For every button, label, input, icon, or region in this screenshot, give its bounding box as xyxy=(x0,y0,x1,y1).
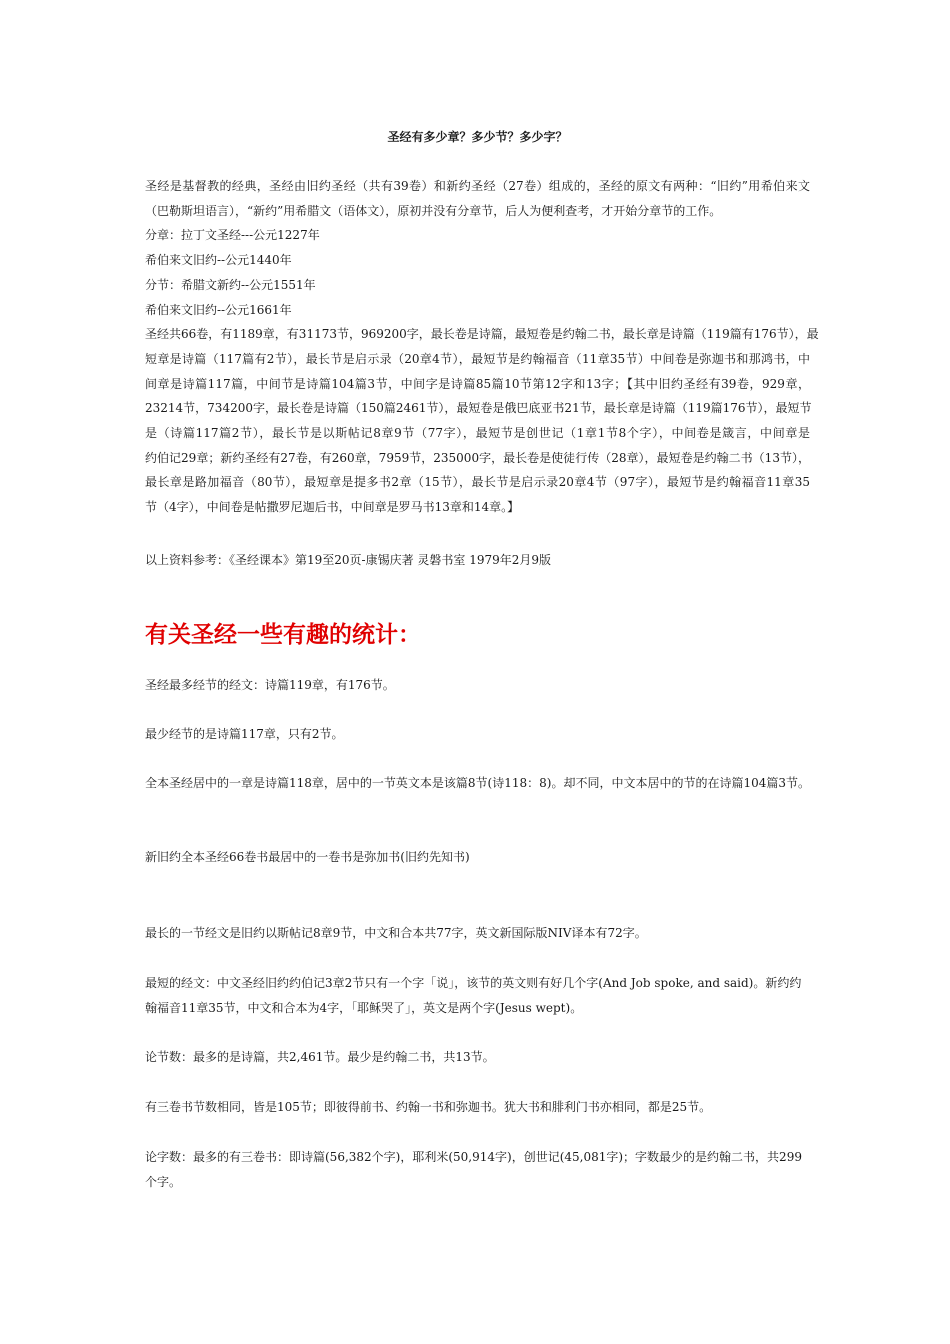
summary-line: 约伯记29章；新约圣经有27卷，有260章，7959节，235000字，最长卷是使徒行传（28章），最短卷是约翰二书（13节）， xyxy=(145,450,810,465)
reference-note: 以上资料参考：《圣经课本》第19至20页-康锡庆著 灵磐书室 1979年2月9版 xyxy=(145,553,552,567)
summary-line: 最长章是路加福音（80节），最短章是提多书2章（15节），最长节是启示录20章4节（97字），最短节是约翰福音11章35 xyxy=(145,475,810,490)
document-title: 圣经有多少章？多少节？多少字？ xyxy=(387,130,568,144)
stat-fact: 有三卷书节数相同，皆是105节；即彼得前书、约翰一书和弥迦书。犹大书和腓利门书亦相同，都是25节。 xyxy=(145,1100,712,1114)
summary-line: 间章是诗篇117篇，中间节是诗篇104篇3节，中间字是诗篇85篇10节第12字和13字；【其中旧约圣经有39卷，929章， xyxy=(145,376,810,391)
intro-line: （巴勒斯坦语言），“新约”用希腊文（语体文），原初并没有分章节，后人为便利查考，才开始分章节的工作。 xyxy=(145,203,722,218)
stat-fact: 论字数：最多的有三卷书：即诗篇(56,382个字)，耶利米(50,914字)，创世记(45,081字)；字数最少的是约翰二书，共299个字。 xyxy=(145,1150,802,1189)
intro-line: 分章：拉丁文圣经---公元1227年 xyxy=(145,228,320,243)
stat-fact: 全本圣经居中的一章是诗篇118章，居中的一节英文本是该篇8节(诗118：8)。却不同，中文本居中的节的在诗篇104篇3节。 xyxy=(145,776,810,790)
intro-line: 分节：希腊文新约--公元1551年 xyxy=(145,277,316,292)
stat-fact: 最少经节的是诗篇117章，只有2节。 xyxy=(145,727,344,741)
summary-line: 节（4字），中间卷是帖撒罗尼迦后书，中间章是罗马书13章和14章。】 xyxy=(145,500,520,515)
stats-heading: 有关圣经一些有趣的统计： xyxy=(145,621,421,648)
stat-fact: 最短的经文：中文圣经旧约约伯记3章2节只有一个字「说」，该节的英文则有好几个字(And Job spoke, and said)。新约约翰福音11章35节，中文和合本为4字，「耶稣哭了」，英文是两个字(Jesus wept)。 xyxy=(145,976,802,1015)
stat-fact: 最长的一节经文是旧约以斯帖记8章9节，中文和合本共77字，英文新国际版NIV译本有72字。 xyxy=(145,926,647,940)
summary-line: 23214节，734200字，最长卷是诗篇（150篇2461节），最短卷是俄巴底亚书21节，最长章是诗篇（119篇176节），最短节 xyxy=(145,401,812,416)
intro-line: 希伯来文旧约--公元1440年 xyxy=(145,253,292,268)
intro-line: 希伯来文旧约--公元1661年 xyxy=(145,302,292,317)
stat-fact: 圣经最多经节的经文：诗篇119章，有176节。 xyxy=(145,678,395,692)
stat-fact: 论节数：最多的是诗篇，共2,461节。最少是约翰二书，共13节。 xyxy=(145,1050,495,1064)
stat-fact: 新旧约全本圣经66卷书最居中的一卷书是弥加书(旧约先知书) xyxy=(145,850,470,864)
summary-line: 短章是诗篇（117篇有2节），最长节是启示录（20章4节），最短节是约翰福音（11章35节）中间卷是弥迦书和那鸿书，中 xyxy=(145,351,810,366)
intro-section xyxy=(145,174,819,520)
summary-line: 圣经共66卷，有1189章，有31173节，969200字，最长卷是诗篇，最短卷是约翰二书，最长章是诗篇（119篇有176节），最 xyxy=(145,327,819,342)
intro-line: 圣经是基督教的经典，圣经由旧约圣经（共有39卷）和新约圣经（27卷）组成的，圣经的原文有两种：“旧约”用希伯来文 xyxy=(145,179,810,193)
summary-line: 是（诗篇117篇2节），最长节是以斯帖记8章9节（77字），最短节是创世记（1章1节8个字），中间卷是箴言，中间章是 xyxy=(145,426,810,441)
